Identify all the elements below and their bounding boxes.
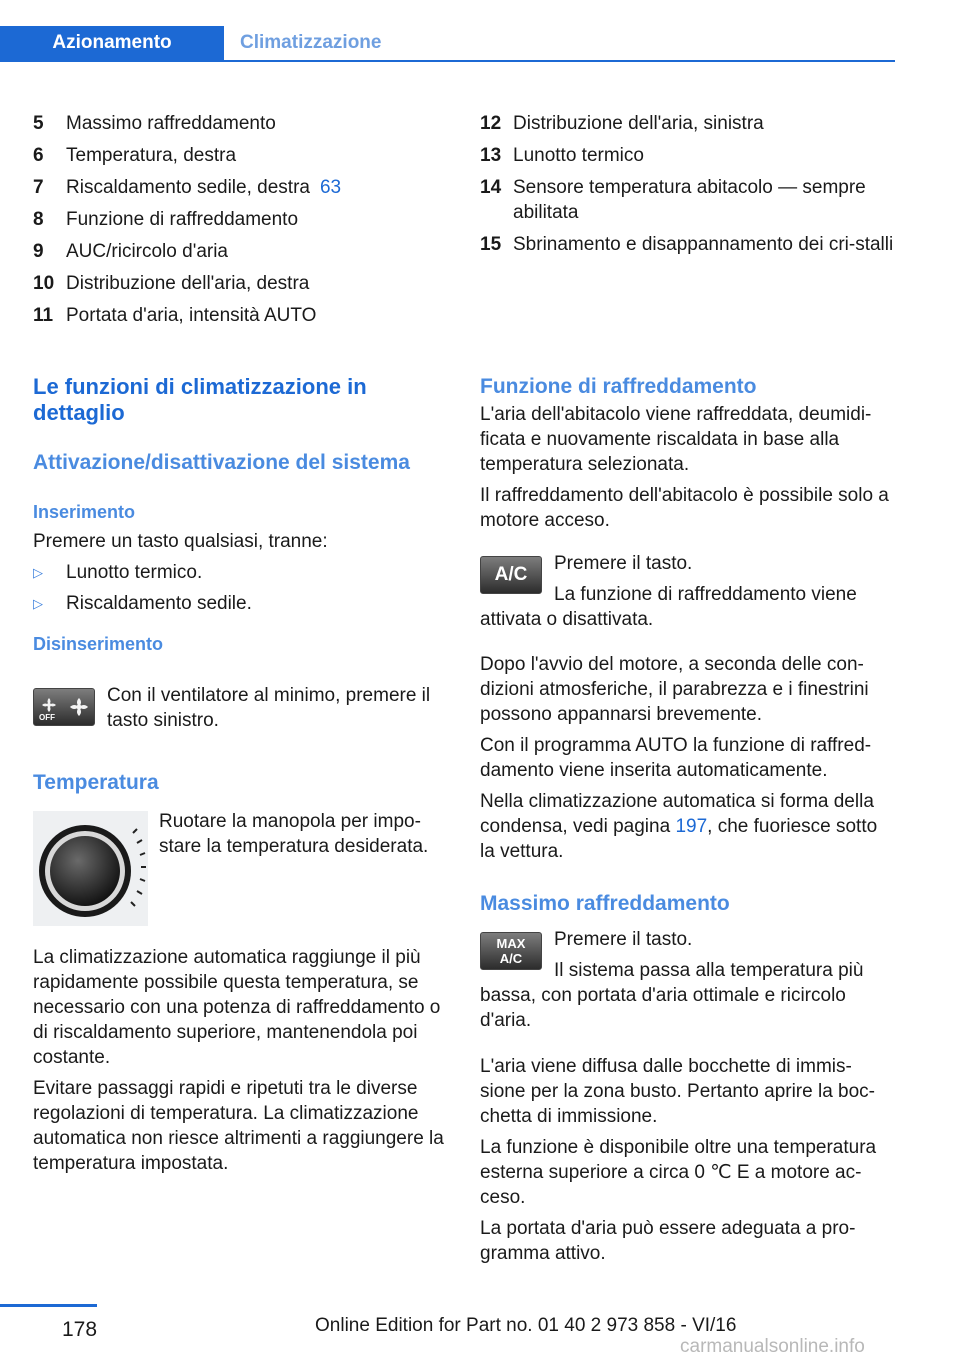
tab-azionamento[interactable]: Azionamento: [0, 26, 224, 62]
legend-left: [33, 111, 448, 335]
temperature-paragraphs: [33, 945, 448, 1182]
legend-label: Funzione di raffreddamento: [66, 209, 299, 230]
legend-item-13: [480, 143, 895, 168]
cooling-paragraph-5: [480, 789, 895, 864]
legend-label: Distribuzione dell'aria, destra: [66, 273, 310, 294]
legend-number: 12: [480, 113, 502, 134]
bullet-text: Lunotto termico.: [66, 562, 203, 583]
temperature-knob-image: [33, 811, 148, 926]
legend-item-6: [33, 143, 448, 168]
list-item: [33, 591, 448, 616]
ac-result-text: La funzione di raffreddamento viene attivata o disattivata.: [480, 584, 857, 630]
legend-text: [513, 143, 895, 168]
legend-item-5: [33, 111, 448, 136]
press-button-text-2: Premere il tasto.: [554, 929, 693, 950]
bullet-text: Riscaldamento sedile.: [66, 593, 252, 614]
switch-on-text: Premere un tasto qualsiasi, tranne:: [33, 531, 328, 552]
legend-number: 6: [33, 145, 44, 166]
legend-number: 13: [480, 145, 502, 166]
temperature-paragraph-1: La climatizzazione automatica raggiunge il più rapidamente possibile questa temperatura, se necessario con una potenza di raffreddamento o di riscaldamento superiore, mantenendola poi costante.: [33, 947, 441, 1068]
legend-list-right: [480, 111, 895, 257]
legend-number: 11: [33, 305, 54, 326]
watermark: carmanualsonline.info: [680, 1336, 865, 1357]
legend-text: [513, 232, 895, 257]
legend-right: [480, 111, 895, 264]
legend-number: 14: [480, 177, 502, 198]
rotary-knob-icon: [33, 811, 148, 926]
tab-climatizzazione[interactable]: Climatizzazione: [240, 32, 382, 53]
heading-system-onoff: Attivazione/disattivazione del sistema: [33, 451, 410, 474]
heading-switch-off: Disinserimento: [33, 634, 164, 654]
legend-text: [513, 111, 895, 136]
legend-number: 8: [33, 209, 44, 230]
legend-text: [66, 143, 448, 168]
legend-label: Lunotto termico: [513, 145, 644, 166]
condensate-text: Nella climatizzazione automatica si forma della condensa, vedi pagina: [480, 791, 874, 837]
edition-info: Online Edition for Part no. 01 40 2 973 858 - VI/16: [315, 1315, 737, 1336]
legend-item-15: [480, 232, 895, 257]
temperature-knob-text: Ruotare la manopola per impo-stare la temperatura desiderata.: [159, 811, 429, 857]
legend-text: [66, 111, 448, 136]
legend-item-10: [33, 271, 448, 296]
legend-label: Portata d'aria, intensità AUTO: [66, 305, 317, 326]
legend-text: [66, 207, 448, 232]
cooling-paragraph-3: Dopo l'avvio del motore, a seconda delle con-dizioni atmosferiche, il parabrezza e i finestrini possono appannarsi brevemente.: [480, 654, 869, 725]
max-cooling-notes: [480, 1054, 895, 1272]
legend-number: 5: [33, 113, 44, 134]
list-item: [33, 560, 448, 585]
max-paragraph-3: La funzione è disponibile oltre una temperatura esterna superiore a circa 0 ℃ E a motore ac-ceso.: [480, 1137, 877, 1208]
triangle-bullet-icon: ▷: [33, 596, 43, 611]
header-tabs: [0, 26, 895, 62]
fan-off-button-image: [33, 688, 95, 726]
left-column: [33, 374, 448, 656]
legend-number: 15: [480, 234, 502, 255]
legend-number: 10: [33, 273, 55, 294]
heading-switch-on: Inserimento: [33, 502, 136, 522]
legend-text: [66, 271, 448, 296]
condensate-text-end: , che fuoriesce sotto la vettura.: [480, 816, 878, 862]
footer-accent-line: [0, 1304, 97, 1307]
legend-label: AUC/ricircolo d'aria: [66, 241, 229, 262]
ac-button-image: A/C: [480, 556, 542, 594]
cooling-paragraph-4: Con il programma AUTO la funzione di raffred-damento viene inserita automaticamente.: [480, 735, 872, 781]
temperature-paragraph-2: Evitare passaggi rapidi e ripetuti tra le diverse regolazioni di temperatura. La climatizzazione automatica non riesce altrimenti a raggiungere la temperatura impostata.: [33, 1078, 444, 1174]
cooling-notes: [480, 652, 895, 870]
max-paragraph-2: L'aria viene diffusa dalle bocchette di immis-sione per la zona busto. Pertanto aprire la boc-chetta di immissione.: [480, 1056, 876, 1127]
cooling-paragraph-2: Il raffreddamento dell'abitacolo è possibile solo a motore acceso.: [480, 485, 889, 531]
heading-cooling: Funzione di raffreddamento: [480, 375, 757, 398]
legend-item-9: [33, 239, 448, 264]
max-paragraph-4: La portata d'aria può essere adeguata a pro-gramma attivo.: [480, 1218, 856, 1264]
legend-label: Massimo raffreddamento: [66, 113, 276, 134]
page-link-63[interactable]: 63: [319, 177, 342, 198]
max-ac-label: A/C: [499, 951, 523, 966]
legend-list-left: [33, 111, 448, 328]
legend-label: Sbrinamento e disappannamento dei cri-stalli: [513, 234, 894, 255]
legend-item-7: [33, 175, 448, 200]
heading-max-cooling: Massimo raffreddamento: [480, 892, 730, 915]
legend-number: 9: [33, 241, 44, 262]
page-link-197[interactable]: 197: [675, 816, 708, 837]
legend-text: [66, 303, 448, 328]
legend-text: [513, 175, 895, 225]
cooling-paragraph-1: L'aria dell'abitacolo viene raffreddata, deumidi-ficata e nuovamente riscaldata in base alla temperatura selezionata.: [480, 404, 872, 475]
section-heading-functions: Le funzioni di climatizzazione in dettaglio: [33, 374, 367, 425]
legend-number: 7: [33, 177, 44, 198]
legend-item-14: [480, 175, 895, 225]
legend-label: Sensore temperatura abitacolo — sempre abilitata: [513, 177, 866, 223]
legend-label: Temperatura, destra: [66, 145, 237, 166]
max-label: MAX: [496, 936, 526, 951]
legend-item-12: [480, 111, 895, 136]
exception-list: [33, 560, 448, 616]
legend-item-8: [33, 207, 448, 232]
switch-off-text: Con il ventilatore al minimo, premere il tasto sinistro.: [107, 685, 431, 731]
heading-temperature: Temperatura: [33, 771, 159, 794]
legend-text: [66, 175, 448, 200]
legend-item-11: [33, 303, 448, 328]
page-number: 178: [62, 1318, 98, 1341]
max-result-text: Il sistema passa alla temperatura più bassa, con portata d'aria ottimale e ricircolo d'aria.: [480, 960, 864, 1031]
legend-label: Riscaldamento sedile, destra: [66, 177, 310, 198]
right-column-cooling: [480, 374, 895, 539]
legend-text: [66, 239, 448, 264]
off-label: OFF: [39, 713, 55, 722]
press-button-text: Premere il tasto.: [554, 553, 693, 574]
legend-label: Distribuzione dell'aria, sinistra: [513, 113, 764, 134]
triangle-bullet-icon: ▷: [33, 565, 43, 580]
